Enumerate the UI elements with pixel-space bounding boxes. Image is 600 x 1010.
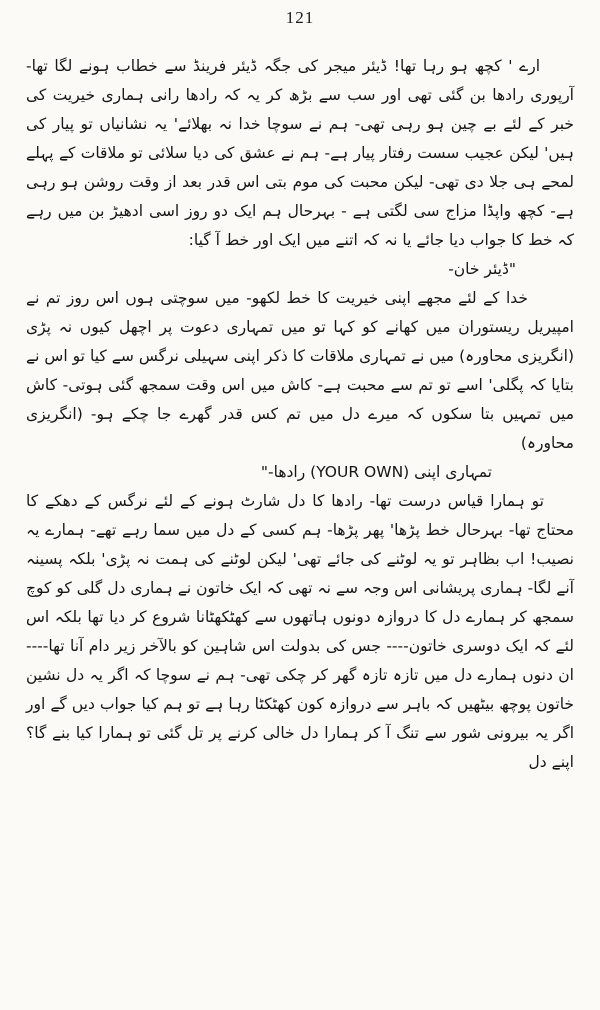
page-text <box>26 52 574 777</box>
paragraph-letter-body: خدا کے لئے مجھے اپنی خیریت کا خط لکھو- میں سوچتی ہوں اس روز تم نے امپیریل ریستوران میں کھانے کو کہا تو میں تمہاری دعوت پر اچھل کیوں نہ پڑی (انگریزی محاورہ) میں نے تمہاری ملاقات کا ذکر اپنی سہیلی نرگس سے کیا تو اس نے بتایا کہ پگلی' اسے تو تم سے محبت ہے- کاش میں اس وقت سمجھ گئی ہوتی- کاش میں تمہیں بتا سکوں کہ میرے دل میں تم کس قدر گھرے جا چکے ہو- (انگریزی محاورہ) <box>26 289 574 452</box>
paragraph-closing: تو ہمارا قیاس درست تھا- رادھا کا دل شارٹ ہونے کے لئے نرگس کے دھکے کا محتاج تھا- بہرحال خط پڑھا' پھر پڑھا- ہم کسی کے دل میں سما رہے تھے- ہمارے یہ نصیب! اب بظاہر تو یہ لوٹنے کی جائے تھی' لیکن لوٹنے کی ہمت نہ پڑی' بلکہ پسینہ آنے لگا- ہماری پریشانی اس وجہ سے نہ تھی کہ ایک خاتون نے ہماری دل گلی کو کوچ سمجھ کر ہمارے دل کا دروازہ دونوں ہاتھوں سے کھٹکھٹانا شروع کر دیا تھا بلکہ اس لئے کہ ایک دوسری خاتون---- جس کی بدولت اس شاہین کو بالآخر زیر دام آنا تھا---- ان دنوں ہمارے دل میں تازہ تازہ گھر کر چکی تھی- ہم نے سوچا کہ اگر یہ دل نشین خاتون پوچھ بیٹھیں کہ باہر سے دروازہ کون کھٹکٹا رہا ہے تو ہم کیا جواب دیں گے اور اگر یہ بیرونی شور سے تنگ آ کر ہمارا دل خالی کرنے پر تل گئی تو ہمارا کیا بنے گا؟ اپنے دل <box>26 492 574 771</box>
paragraph-letter-salutation: "ڈیئر خان- <box>448 260 516 278</box>
paragraph-opening: ارے ' کچھ ہو رہا تھا! ڈیئر میجر کی جگہ ڈیئر فرینڈ سے خطاب ہونے لگا تھا- آرپوری رادھا بن گئی تھی اور سب سے بڑھ کر یہ کہ رادھا رانی ہماری خیریت کی خبر کے لئے بے چین ہو رہی تھی- ہم نے سوچا خدا نہ بھلائے' یہ نشانیاں تو پیار کی ہیں' لیکن عجیب سست رفتار پیار ہے- ہم نے عشق کی دیا سلائی تو ملاقات کے پہلے لمحے ہی جلا دی تھی- لیکن محبت کی موم بتی اس قدر بعد از وقت روشن ہو رہی ہے- کچھ واپڈا مزاج سی لگتی ہے - بہرحال ہم ایک دو روز اسی ادھیڑ بن میں رہے کہ خط کا جواب دیا جائے یا نہ کہ اتنے میں ایک اور خط آ گیا: <box>26 57 574 249</box>
page-number: 121 <box>285 8 315 27</box>
paragraph-letter-signature: تمہاری اپنی (YOUR OWN) رادھا-" <box>260 463 492 481</box>
